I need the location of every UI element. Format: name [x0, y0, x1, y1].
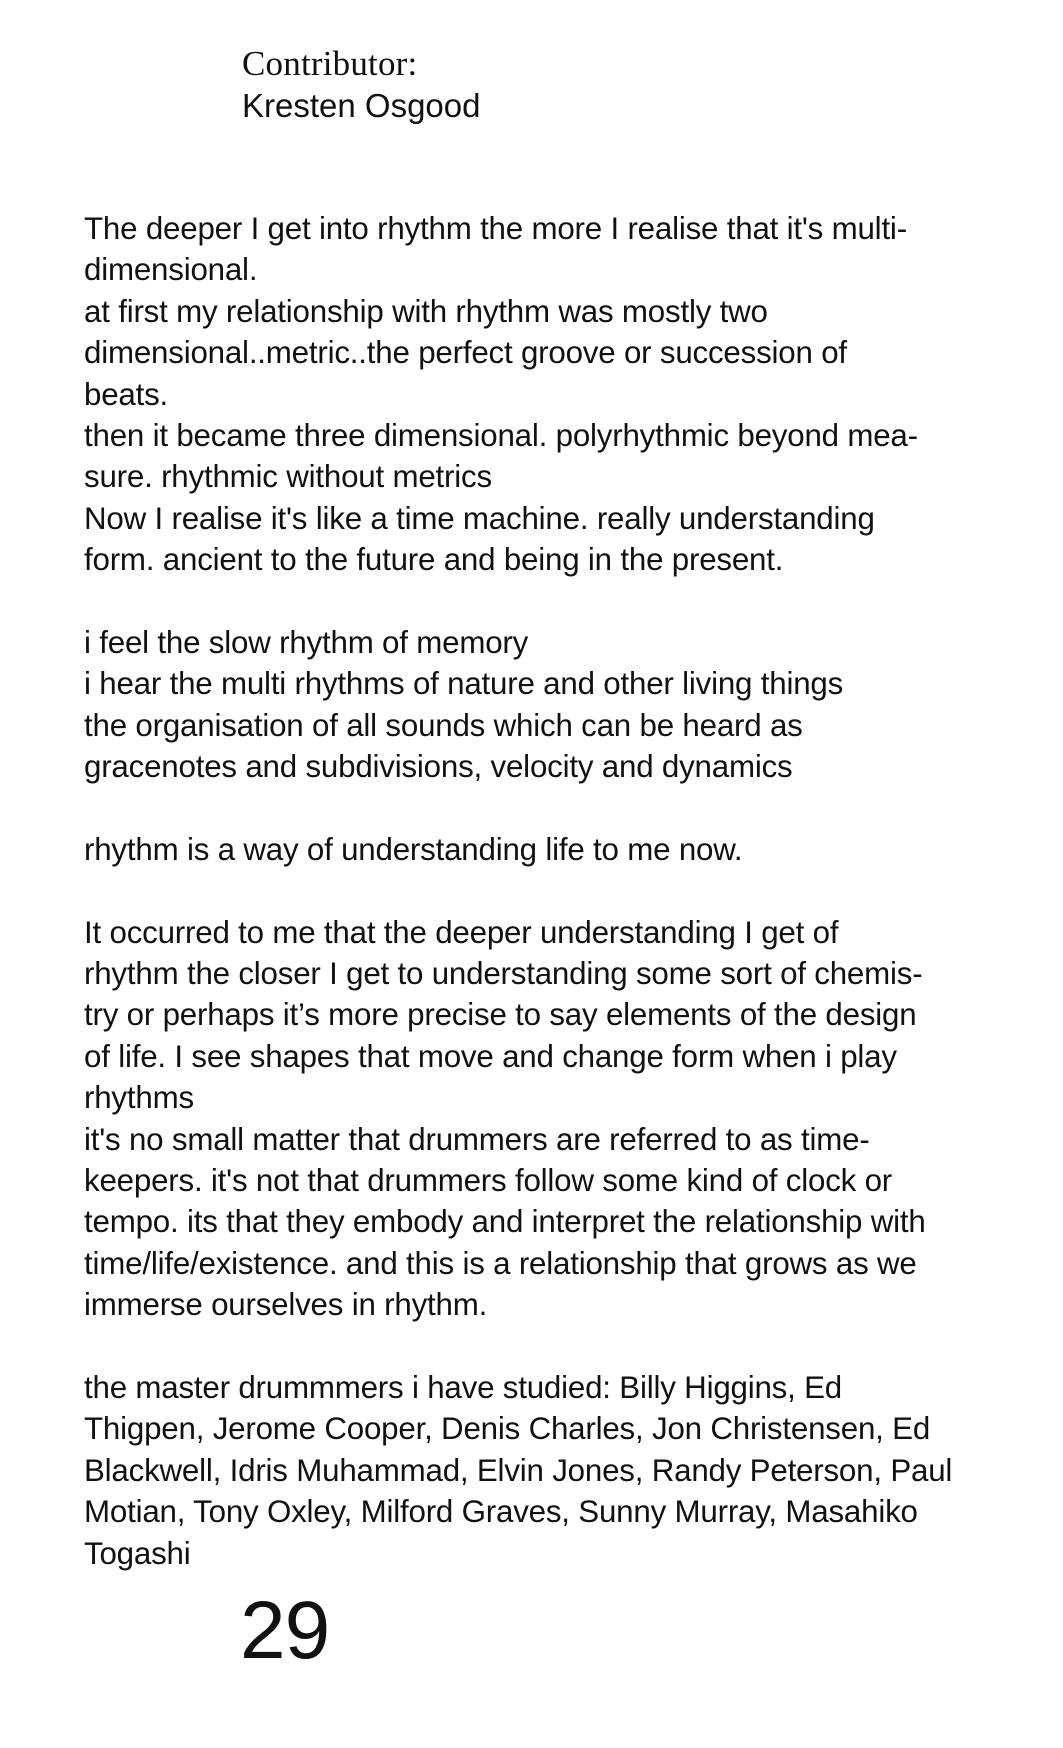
text-line: dimensional..metric..the perfect groove or succession of	[84, 335, 847, 371]
text-line: Togashi	[84, 1535, 191, 1571]
text-line: Now I realise it's like a time machine. really understanding	[84, 500, 875, 536]
text-line: i hear the multi rhythms of nature and other living things	[84, 666, 844, 702]
text-line: rhythm the closer I get to understanding some sort of chemis-	[84, 956, 923, 992]
contributor-label: Contributor:	[242, 44, 418, 83]
text-line: sure. rhythmic without metrics	[84, 459, 492, 495]
page-number: 29	[240, 1585, 330, 1676]
text-line: dimensional.	[84, 252, 258, 288]
text-line: the master drummmers i have studied: Billy Higgins, Ed	[84, 1369, 843, 1405]
paragraph	[84, 622, 1034, 788]
paragraph	[84, 208, 1034, 581]
paragraph-gap	[84, 787, 1034, 828]
text-line: tempo. its that they embody and interpret the relationship with	[84, 1204, 926, 1240]
text-line: The deeper I get into rhythm the more I realise that it's multi-	[84, 211, 907, 246]
text-line: Motian, Tony Oxley, Milford Graves, Sunny Murray, Masahiko	[84, 1494, 918, 1530]
text-line: at first my relationship with rhythm was mostly two	[84, 293, 768, 329]
text-line: rhythms	[84, 1080, 194, 1116]
text-line: try or perhaps it’s more precise to say elements of the design	[84, 997, 917, 1033]
paragraph	[84, 1367, 1034, 1574]
text-line: form. ancient to the future and being in the present.	[84, 542, 784, 578]
text-line: i feel the slow rhythm of memory	[84, 624, 529, 660]
text-line: it's no small matter that drummers are referred to as time-	[84, 1121, 870, 1157]
text-line: of life. I see shapes that move and change form when i play	[84, 1038, 897, 1074]
article-body	[84, 208, 1034, 1574]
text-line: then it became three dimensional. polyrhythmic beyond mea-	[84, 417, 918, 453]
text-line: gracenotes and subdivisions, velocity and dynamics	[84, 749, 793, 785]
paragraph	[84, 829, 1034, 870]
text-line: It occurred to me that the deeper understanding I get of	[84, 914, 839, 950]
text-line: beats.	[84, 376, 169, 412]
text-line: keepers. it's not that drummers follow some kind of clock or	[84, 1162, 893, 1198]
text-line: rhythm is a way of understanding life to me now.	[84, 831, 743, 867]
text-line: Blackwell, Idris Muhammad, Elvin Jones, Randy Peterson, Paul	[84, 1452, 953, 1488]
paragraph-gap	[84, 1326, 1034, 1367]
paragraph-gap	[84, 581, 1034, 622]
text-line: Thigpen, Jerome Cooper, Denis Charles, Jon Christensen, Ed	[84, 1411, 931, 1447]
paragraph-gap	[84, 870, 1034, 911]
text-line: time/life/existence. and this is a relationship that grows as we	[84, 1245, 917, 1281]
contributor-name: Kresten Osgood	[242, 87, 481, 124]
text-line: immerse ourselves in rhythm.	[84, 1287, 488, 1323]
paragraph	[84, 912, 1034, 1326]
text-line: the organisation of all sounds which can be heard as	[84, 707, 803, 743]
